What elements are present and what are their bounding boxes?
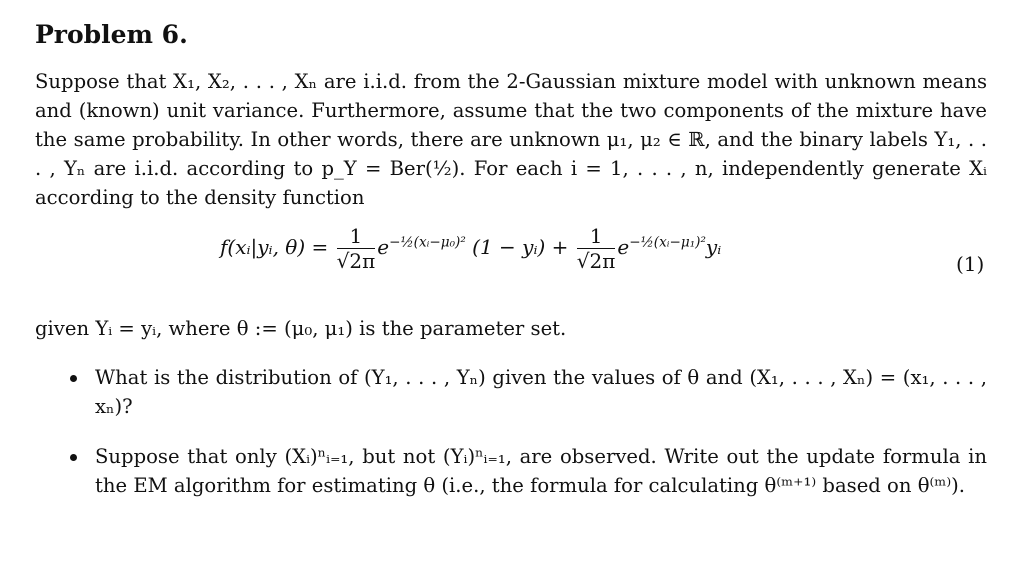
fraction-2-denominator: √2π: [576, 249, 616, 273]
fraction-2: [577, 226, 616, 271]
question-1-text: What is the distribution of (Y₁, . . . , Yₙ) given the values of θ and (X₁, . . . , Xₙ) = (x₁, . . . , xₙ)?: [95, 366, 987, 418]
exp-1-base: e: [377, 235, 390, 259]
exp-2-power: −½(xᵢ−μ₁)²: [629, 234, 706, 251]
problem-title: Problem 6.: [35, 20, 188, 49]
list-item: [70, 442, 987, 500]
fraction-1-numerator: 1: [337, 226, 376, 249]
exp-2-base: e: [617, 235, 630, 259]
term-1-tail: (1 − yᵢ) +: [472, 235, 569, 259]
fraction-1-denominator: √2π: [336, 249, 376, 273]
equation-number: (1): [956, 252, 985, 276]
bullet-icon: [70, 375, 77, 382]
question-list: [70, 363, 987, 521]
fraction-2-numerator: 1: [577, 226, 616, 249]
density-equation: [0, 226, 1024, 286]
list-item: [70, 363, 987, 421]
question-2-text: Suppose that only (Xᵢ)ⁿᵢ₌₁, but not (Yᵢ)ⁿᵢ₌₁, are observed. Write out the update formula in the EM algorithm for estimating θ (i.e., the formula for calculating θ⁽ᵐ⁺¹⁾ based on θ⁽ᵐ⁾).: [95, 445, 987, 497]
term-2-tail: yᵢ: [705, 235, 722, 259]
bullet-icon: [70, 454, 77, 461]
intro-paragraph: Suppose that X₁, X₂, . . . , Xₙ are i.i.d. from the 2-Gaussian mixture model with unknown means and (known) unit variance. Furthermore, assume that the two components of the mixture have the same probability. In other words, there are unknown μ₁, μ₂ ∈ ℝ, and the binary labels Y₁, . . . , Yₙ are i.i.d. according to p_Y = Ber(½). For each i = 1, . . . , n, independently generate Xᵢ according to the density function: [35, 70, 987, 209]
exp-1-power: −½(xᵢ−μ₀)²: [389, 234, 466, 251]
given-paragraph: given Yᵢ = yᵢ, where θ := (μ₀, μ₁) is the parameter set.: [35, 317, 567, 340]
fraction-1: [337, 226, 376, 271]
equation-body: [220, 226, 721, 271]
equation-lhs: f(xᵢ|yᵢ, θ) =: [220, 235, 329, 259]
